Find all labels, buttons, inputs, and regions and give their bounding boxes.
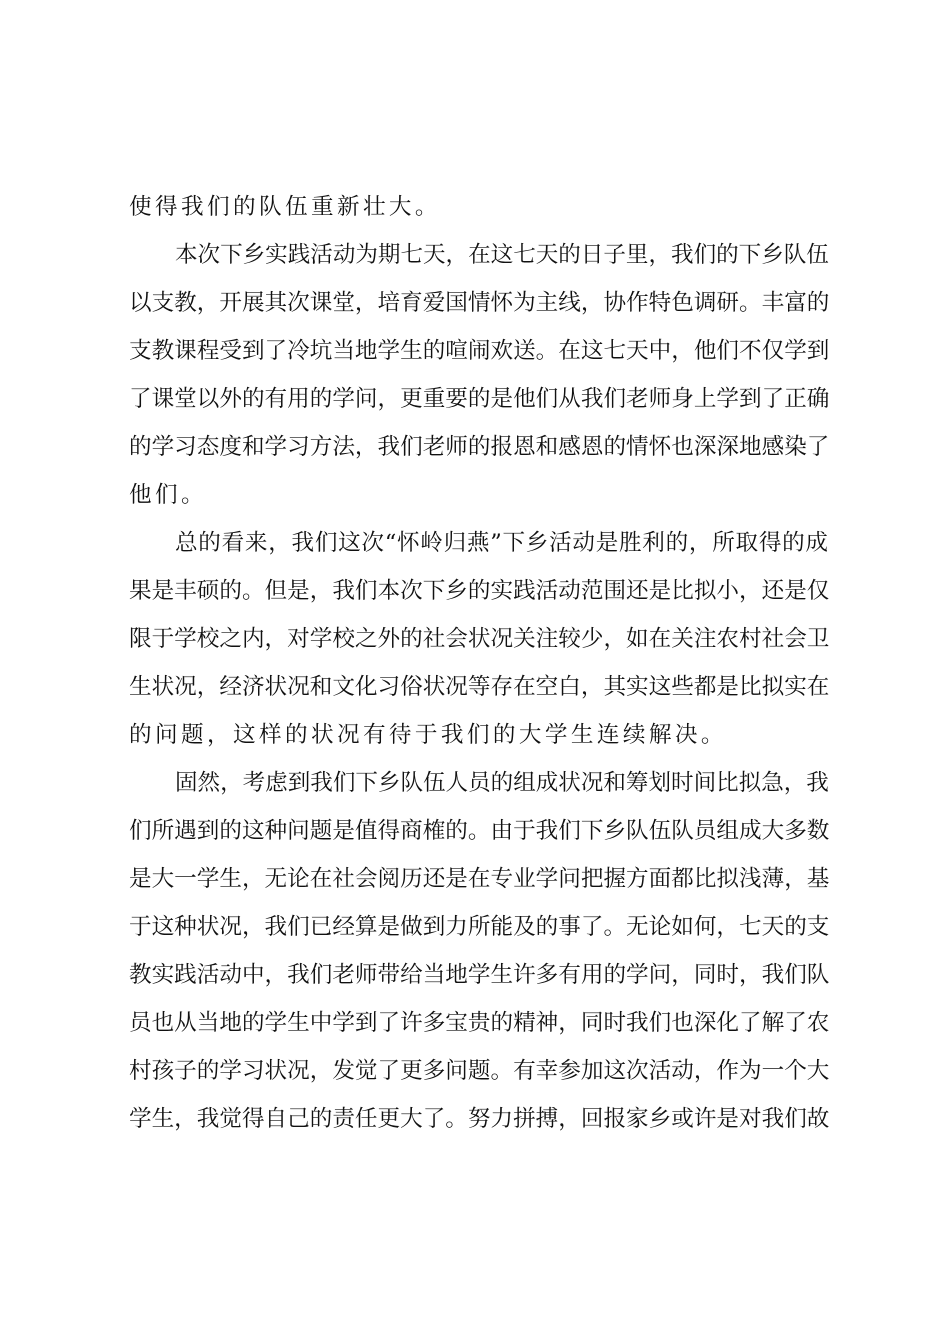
text-line: 的学习态度和学习方法，我们老师的报恩和感恩的情怀也深深地感染了	[129, 434, 830, 460]
text-line: 以支教，开展其次课堂，培育爱国情怀为主线，协作特色调研。丰富的	[129, 290, 830, 316]
text-line: 于这种状况，我们已经算是做到力所能及的事了。无论如何，七天的支	[129, 914, 830, 940]
text-line: 学生，我觉得自己的责任更大了。努力拼搏，回报家乡或许是对我们故	[129, 1106, 830, 1132]
text-line: 们所遇到的这种问题是值得商榷的。由于我们下乡队伍队员组成大多数	[129, 818, 830, 844]
text-line: 了课堂以外的有用的学问，更重要的是他们从我们老师身上学到了正确	[129, 386, 830, 412]
text-line: 的问题，这样的状况有待于我们的大学生连续解决。	[129, 722, 727, 748]
text-line: 总的看来，我们这次“怀岭归燕”下乡活动是胜利的，所取得的成	[175, 530, 829, 556]
text-line: 固然，考虑到我们下乡队伍人员的组成状况和筹划时间比拟急，我	[175, 770, 829, 796]
text-line: 生状况，经济状况和文化习俗状况等存在空白，其实这些都是比拟实在	[129, 674, 830, 700]
text-line: 是大一学生，无论在社会阅历还是在专业学问把握方面都比拟浅薄，基	[129, 866, 830, 892]
paragraph	[129, 759, 829, 1143]
text-line: 教实践活动中，我们老师带给当地学生许多有用的学问，同时，我们队	[129, 962, 830, 988]
document-body	[129, 183, 829, 1143]
text-line: 他们。	[129, 482, 207, 508]
text-line: 果是丰硕的。但是，我们本次下乡的实践活动范围还是比拟小，还是仅	[129, 578, 830, 604]
text-line: 支教课程受到了冷坑当地学生的喧闹欢送。在这七天中，他们不仅学到	[129, 338, 830, 364]
text-line: 员也从当地的学生中学到了许多宝贵的精神，同时我们也深化了解了农	[129, 1010, 830, 1036]
text-line: 村孩子的学习状况，发觉了更多问题。有幸参加这次活动，作为一个大	[129, 1058, 830, 1084]
paragraph	[129, 231, 829, 519]
paragraph	[129, 183, 829, 231]
text-line: 限于学校之内，对学校之外的社会状况关注较少，如在关注农村社会卫	[129, 626, 830, 652]
text-line: 使得我们的队伍重新壮大。	[129, 194, 441, 220]
paragraph	[129, 519, 829, 759]
text-line: 本次下乡实践活动为期七天，在这七天的日子里，我们的下乡队伍	[175, 242, 829, 268]
